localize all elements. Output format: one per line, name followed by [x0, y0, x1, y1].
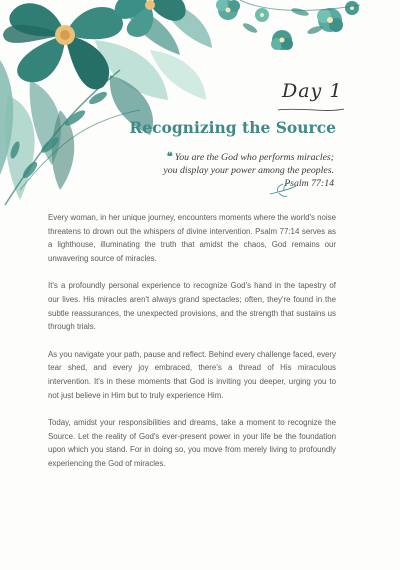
leaf-sprig-icon — [268, 180, 298, 200]
quote-line-2: you display your power among the peoples. — [163, 164, 334, 176]
body-paragraph: As you navigate your path, pause and reflect. Behind every challenge faced, every tear shed, and every joy embraced, there's a thread of His miraculous intervention. It's in these moments that God is inviting you deeper, urging you to not just believe in Him but to truly experience Him. — [48, 349, 336, 400]
body-paragraph: Every woman, in her unique journey, encounters moments where the world's noise threatens to drown out the whispers of divine intervention. Psalm 77:14 serves as a lighthouse, illuminating the truth that amidst the chaos, God remains our unwavering source of miracles. — [48, 213, 336, 263]
day-label: Day 1 — [282, 80, 343, 102]
quote-reference: Psalm 77:14 — [284, 178, 334, 190]
page-title: Recognizing the Source — [129, 118, 336, 137]
day-underline-flourish — [276, 106, 346, 114]
scripture-quote — [144, 151, 334, 191]
body-paragraph: It's a profoundly personal experience to recognize God's hand in the tapestry of our lives. His miracles aren't always grand spectacles; often, they're found in the subtle reassurances, the unexpected provisions, and the strength that sustains us through trials. — [48, 281, 336, 332]
quote-text-1: You are the God who performs miracles; — [174, 152, 334, 163]
body-paragraph: Today, amidst your responsibilities and dreams, take a moment to recognize the Source. Let the reality of God's ever-present power in your life be the foundation upon which you stand. For in doing so, you move from merely living to profoundly experiencing the God of miracles. — [48, 418, 336, 468]
devotional-body — [48, 211, 336, 485]
quote-line-1 — [144, 151, 334, 165]
quote-mark-icon: ❝ — [166, 151, 173, 163]
